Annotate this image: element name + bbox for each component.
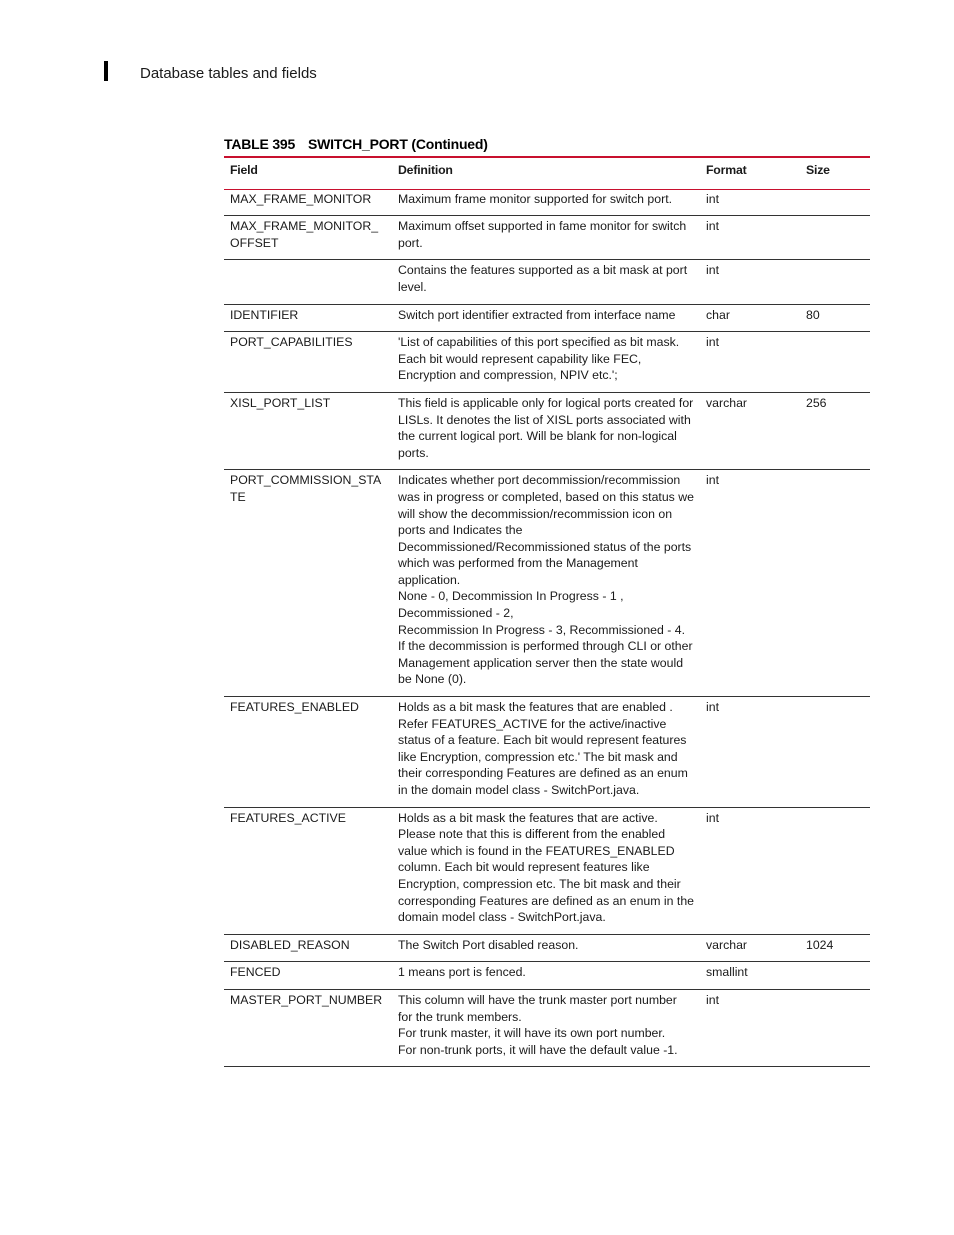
cell-definition: [392, 216, 700, 260]
cell-field: FEATURES_ENABLED: [224, 697, 392, 808]
table-row: [224, 392, 870, 469]
definition-paragraph: None - 0, Decommission In Progress - 1 , Decommissioned - 2,: [398, 589, 624, 621]
definition-paragraph: Holds as a bit mask the features that are active. Please note that this is different from the enabled value which is found in the FEATURES_ENABLED column. Each bit would represent features like Encryption, compression etc. The bit mask and their corresponding Features are defined as an enum in the domain model class - SwitchPort.java.: [398, 810, 694, 925]
table-row: [224, 807, 870, 934]
table-row: [224, 189, 870, 216]
column-header-format: Format: [700, 157, 800, 189]
cell-definition: [392, 470, 700, 697]
cell-field: MAX_FRAME_MONITOR_OFFSET: [224, 216, 392, 260]
table-row: [224, 962, 870, 990]
cell-size: [800, 962, 870, 990]
table-row: [224, 332, 870, 393]
cell-definition: [392, 189, 700, 216]
definition-paragraph: This field is applicable only for logical ports created for LISLs. It denotes the list of XISL ports associated with the current logical port. Will be blank for non-logical ports.: [398, 395, 694, 460]
cell-size: [800, 989, 870, 1066]
change-bar: [104, 61, 108, 81]
definition-paragraph: Holds as a bit mask the features that are enabled . Refer FEATURES_ACTIVE for the active/inactive status of a feature. Each bit would represent features like Encryption, compression etc.' The bit mask and their corresponding Features are defined as an enum in the domain model class - SwitchPort.java.: [398, 700, 688, 797]
column-header-field: Field: [224, 157, 392, 189]
cell-format: int: [700, 216, 800, 260]
table-caption: [224, 136, 488, 152]
cell-size: [800, 697, 870, 808]
definition-paragraph: This column will have the trunk master port number for the trunk members.: [398, 992, 677, 1024]
cell-definition: [392, 392, 700, 469]
table-row: [224, 304, 870, 332]
cell-format: int: [700, 470, 800, 697]
definition-paragraph: For trunk master, it will have its own port number.: [398, 1026, 666, 1041]
table-number: TABLE 395: [224, 136, 296, 152]
cell-format: int: [700, 697, 800, 808]
running-header: Database tables and fields: [140, 65, 317, 82]
table-row: [224, 989, 870, 1066]
cell-field: FENCED: [224, 962, 392, 990]
cell-field: XISL_PORT_LIST: [224, 392, 392, 469]
cell-field: MASTER_PORT_NUMBER: [224, 989, 392, 1066]
definition-paragraph: If the decommission is performed through CLI or other Management application server then the state would be None (0).: [398, 639, 693, 687]
definition-paragraph: 1 means port is fenced.: [398, 965, 526, 980]
cell-format: smallint: [700, 962, 800, 990]
cell-field: PORT_CAPABILITIES: [224, 332, 392, 393]
cell-size: [800, 216, 870, 260]
definition-paragraph: Switch port identifier extracted from interface name: [398, 307, 676, 322]
cell-size: [800, 807, 870, 934]
cell-definition: [392, 989, 700, 1066]
cell-format: int: [700, 807, 800, 934]
definition-paragraph: Contains the features supported as a bit mask at port level.: [398, 263, 688, 294]
cell-field: MAX_FRAME_MONITOR: [224, 189, 392, 216]
table-row: [224, 260, 870, 304]
cell-definition: [392, 697, 700, 808]
cell-size: [800, 332, 870, 393]
cell-field: IDENTIFIER: [224, 304, 392, 332]
cell-definition: [392, 807, 700, 934]
column-header-size: Size: [800, 157, 870, 189]
cell-definition: [392, 260, 700, 304]
definition-paragraph: The Switch Port disabled reason.: [398, 937, 579, 952]
cell-format: int: [700, 260, 800, 304]
cell-format: int: [700, 989, 800, 1066]
cell-format: char: [700, 304, 800, 332]
table-title: SWITCH_PORT (Continued): [308, 136, 488, 152]
cell-format: int: [700, 189, 800, 216]
cell-definition: [392, 304, 700, 332]
table-row: [224, 697, 870, 808]
table-body: [224, 189, 870, 1067]
table-row: [224, 470, 870, 697]
cell-field: DISABLED_REASON: [224, 934, 392, 962]
table-row: [224, 934, 870, 962]
cell-field: FEATURES_ACTIVE: [224, 807, 392, 934]
cell-format: int: [700, 332, 800, 393]
cell-size: [800, 470, 870, 697]
definition-paragraph: Indicates whether port decommission/recommission was in progress or completed, based on this status we will show the decommission/recommission icon on ports and Indicates the Decommissioned/Recommissioned status of the ports which was performed from the Management application.: [398, 473, 694, 587]
cell-size: [800, 260, 870, 304]
cell-format: varchar: [700, 392, 800, 469]
cell-size: [800, 189, 870, 216]
column-header-definition: Definition: [392, 157, 700, 189]
definition-paragraph: Maximum frame monitor supported for switch port.: [398, 191, 673, 206]
cell-size: 256: [800, 392, 870, 469]
table-header-row: [224, 157, 870, 189]
definition-paragraph: For non-trunk ports, it will have the default value -1.: [398, 1042, 678, 1057]
switch-port-table: [224, 156, 870, 1067]
definition-paragraph: 'List of capabilities of this port specified as bit mask. Each bit would represent capability like FEC, Encryption and compression, NPIV etc.';: [398, 335, 680, 383]
cell-definition: [392, 332, 700, 393]
cell-definition: [392, 934, 700, 962]
cell-size: 80: [800, 304, 870, 332]
definition-paragraph: Recommission In Progress - 3, Recommissioned - 4.: [398, 622, 686, 637]
table-row: [224, 216, 870, 260]
cell-format: varchar: [700, 934, 800, 962]
definition-paragraph: Maximum offset supported in fame monitor for switch port.: [398, 219, 687, 250]
cell-field: [224, 260, 392, 304]
cell-size: 1024: [800, 934, 870, 962]
cell-field: PORT_COMMISSION_STATE: [224, 470, 392, 697]
cell-definition: [392, 962, 700, 990]
